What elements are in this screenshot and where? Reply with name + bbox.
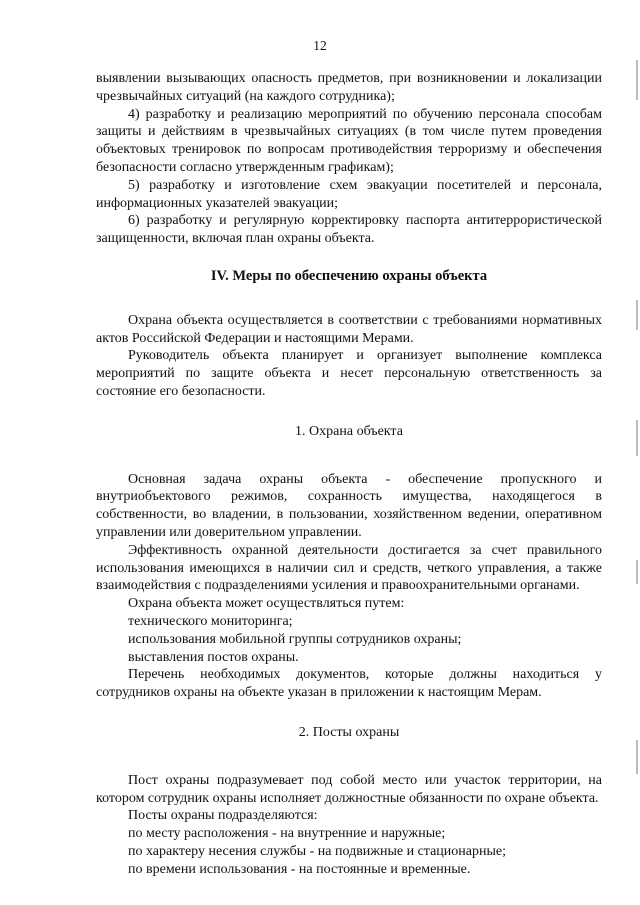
subsection1-list-item-3: выставления постов охраны. [128,649,299,665]
scan-edge-mark [636,300,638,330]
scan-edge-mark [636,420,638,456]
section-heading: IV. Меры по обеспечению охраны объекта [210,267,488,284]
subsection2-list-item-3: по времени использования - на постоянные и временные. [128,861,471,877]
intro-paragraph-4: 6) разработку и регулярную корректировку паспорта антитеррористической защищенности, включая план охраны объекта. [96,213,602,247]
subsection1-list-item-1: технического мониторинга; [128,613,293,629]
subsection1-paragraph-2: Эффективность охранной деятельности достигается за счет правильного использования имеющихся в наличии сил и средств, четкого управления, а также взаимодействия с подразделениями усиления и правоохранительными органами. [96,542,602,594]
scan-edge-mark [636,740,638,774]
intro-paragraph-1: выявлении вызывающих опасность предметов, при возникновении и локализации чрезвычайных ситуаций (на каждого сотрудника); [96,71,602,104]
subsection1-paragraph-3: Охрана объекта может осуществляться путем: [128,596,405,612]
subsection2-paragraph-2: Посты охраны подразделяются: [128,808,318,824]
subsection-heading-2: 2. Посты охраны [298,724,400,740]
document-body [96,70,602,878]
subsection2-list-item-2: по характеру несения службы - на подвижные и стационарные; [128,843,506,859]
subsection1-paragraph-1: Основная задача охраны объекта - обеспечение пропускного и внутриобъектового режимов, сохранность имущества, находящегося в собственности, во владении, в пользовании, хозяйственном ведении, оперативном управлении или доверительном управлении. [96,471,602,540]
scan-edge-marks [634,0,638,905]
page-number: 12 [313,38,327,53]
subsection1-paragraph-4: Перечень необходимых документов, которые должны находиться у сотрудников охраны на объекте указан в приложении к настоящим Мерам. [96,667,602,701]
intro-paragraph-3: 5) разработку и изготовление схем эвакуации посетителей и персонала, информационных указателей эвакуации; [96,177,602,211]
section-paragraph-1: Охрана объекта осуществляется в соответствии с требованиями нормативных актов Российской Федерации и настоящими Мерами. [96,312,602,346]
subsection1-list-item-2: использования мобильной группы сотрудников охраны; [128,631,462,647]
subsection-heading-1: 1. Охрана объекта [295,423,403,439]
section-paragraph-2: Руководитель объекта планирует и организует выполнение комплекса мероприятий по защите объекта и несет персональную ответственность за состояние его безопасности. [96,348,602,399]
scan-edge-mark [636,60,638,100]
subsection2-paragraph-1: Пост охраны подразумевает под собой место или участок территории, на котором сотрудник охраны исполняет должностные обязанности по охране объекта. [96,772,602,806]
intro-paragraph-2: 4) разработку и реализацию мероприятий по обучению персонала способам защиты и действиям в чрезвычайных ситуациях (в том числе путем проведения объектовых тренировок по вопросам противодействия терроризму и обеспечения безопасности согласно утвержденным графикам); [96,106,602,175]
scan-edge-mark [636,560,638,584]
subsection2-list-item-1: по месту расположения - на внутренние и наружные; [128,826,446,842]
